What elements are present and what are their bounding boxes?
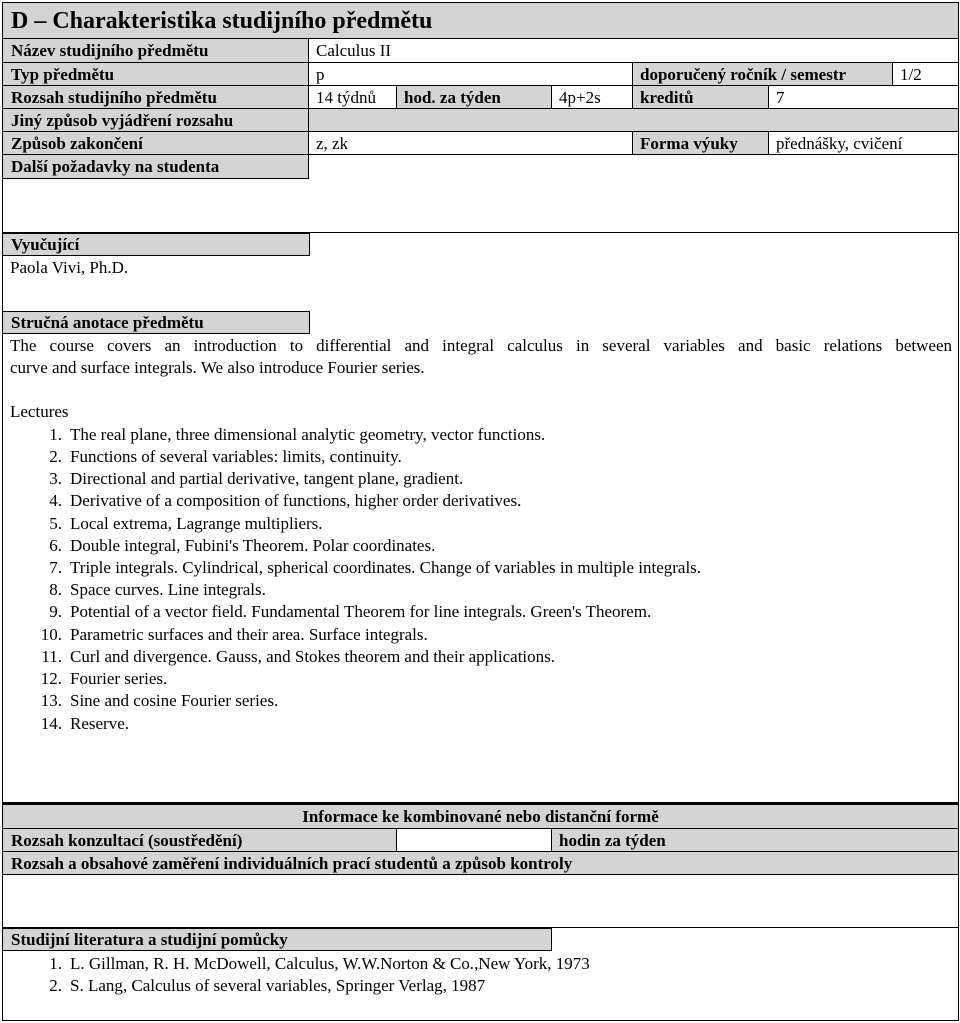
literature-item: 2. S. Lang, Calculus of several variables, Springer Verlag, 1987	[49, 976, 486, 995]
year-semester-label: doporučený ročník / semestr	[632, 63, 892, 85]
title-bar	[3, 3, 958, 39]
lecture-item: 11. Curl and divergence. Gauss, and Stokes theorem and their applications.	[41, 647, 556, 666]
lecture-item: 14. Reserve.	[40, 714, 130, 733]
requirements-label: Další požadavky na studenta	[3, 155, 308, 178]
lecture-item: 6. Double integral, Fubini's Theorem. Polar coordinates.	[49, 536, 436, 555]
distance-heading: Informace ke kombinované nebo distanční formě	[3, 805, 958, 828]
hours-per-week-value: 4p+2s	[559, 88, 601, 107]
hours-per-week-label: hod. za týden	[396, 86, 551, 108]
literature-label: Studijní literatura a studijní pomůcky	[3, 928, 552, 951]
teaching-form-label: Forma výuky	[632, 132, 768, 154]
teachers-value: Paola Vivi, Ph.D.	[10, 258, 129, 277]
lecture-item: 9. Potential of a vector field. Fundamental Theorem for line integrals. Green's Theorem.	[49, 602, 652, 621]
course-type-label: Typ předmětu	[3, 63, 308, 85]
annotation-line-1: The course covers an introduction to differential and integral calculus in several variables and basic relations between	[10, 336, 952, 355]
lecture-item: 10. Parametric surfaces and their area. Surface integrals.	[40, 625, 428, 644]
course-name-value: Calculus II	[316, 41, 392, 60]
lecture-item: 3. Directional and partial derivative, tangent plane, gradient.	[49, 469, 464, 488]
completion-value: z, zk	[316, 134, 349, 153]
teaching-form-value: přednášky, cvičení	[776, 134, 903, 153]
credits-label: kreditů	[632, 86, 768, 108]
lecture-item: 12. Fourier series.	[40, 669, 168, 688]
page-title: D – Charakteristika studijního předmětu	[11, 8, 433, 34]
completion-label: Způsob zakončení	[3, 132, 308, 154]
literature-item: 1. L. Gillman, R. H. McDowell, Calculus, W.W.Norton & Co.,New York, 1973	[49, 954, 590, 973]
weeks-value: 14 týdnů	[316, 88, 376, 107]
lecture-item: 7. Triple integrals. Cylindrical, spherical coordinates. Change of variables in multiple integrals.	[49, 558, 702, 577]
lecture-item: 4. Derivative of a composition of functions, higher order derivatives.	[49, 491, 522, 510]
course-type-value: p	[316, 65, 325, 84]
other-scope-label: Jiný způsob vyjádření rozsahu	[3, 109, 958, 131]
lecture-item: 5. Local extrema, Lagrange multipliers.	[49, 514, 323, 533]
teachers-label: Vyučující	[3, 233, 310, 256]
lecture-item: 8. Space curves. Line integrals.	[49, 580, 266, 599]
lectures-heading: Lectures	[10, 402, 69, 421]
course-name-label: Název studijního předmětu	[3, 39, 308, 62]
annotation-line-2: curve and surface integrals. We also introduce Fourier series.	[10, 358, 425, 377]
lecture-item: 2. Functions of several variables: limits, continuity.	[49, 447, 402, 466]
consultation-label: Rozsah konzultací (soustředění)	[3, 829, 396, 851]
year-semester-value: 1/2	[900, 65, 922, 84]
lecture-item: 1. The real plane, three dimensional analytic geometry, vector functions.	[49, 425, 546, 444]
scope-label: Rozsah studijního předmětu	[3, 86, 308, 108]
annotation-label: Stručná anotace předmětu	[3, 311, 310, 334]
lecture-item: 13. Sine and cosine Fourier series.	[40, 691, 279, 710]
individual-work-label: Rozsah a obsahové zaměření individuálních prací studentů a způsob kontroly	[3, 852, 958, 874]
consultation-value	[396, 829, 551, 851]
credits-value: 7	[776, 88, 785, 107]
consultation-hours-label: hodin za týden	[551, 829, 958, 851]
